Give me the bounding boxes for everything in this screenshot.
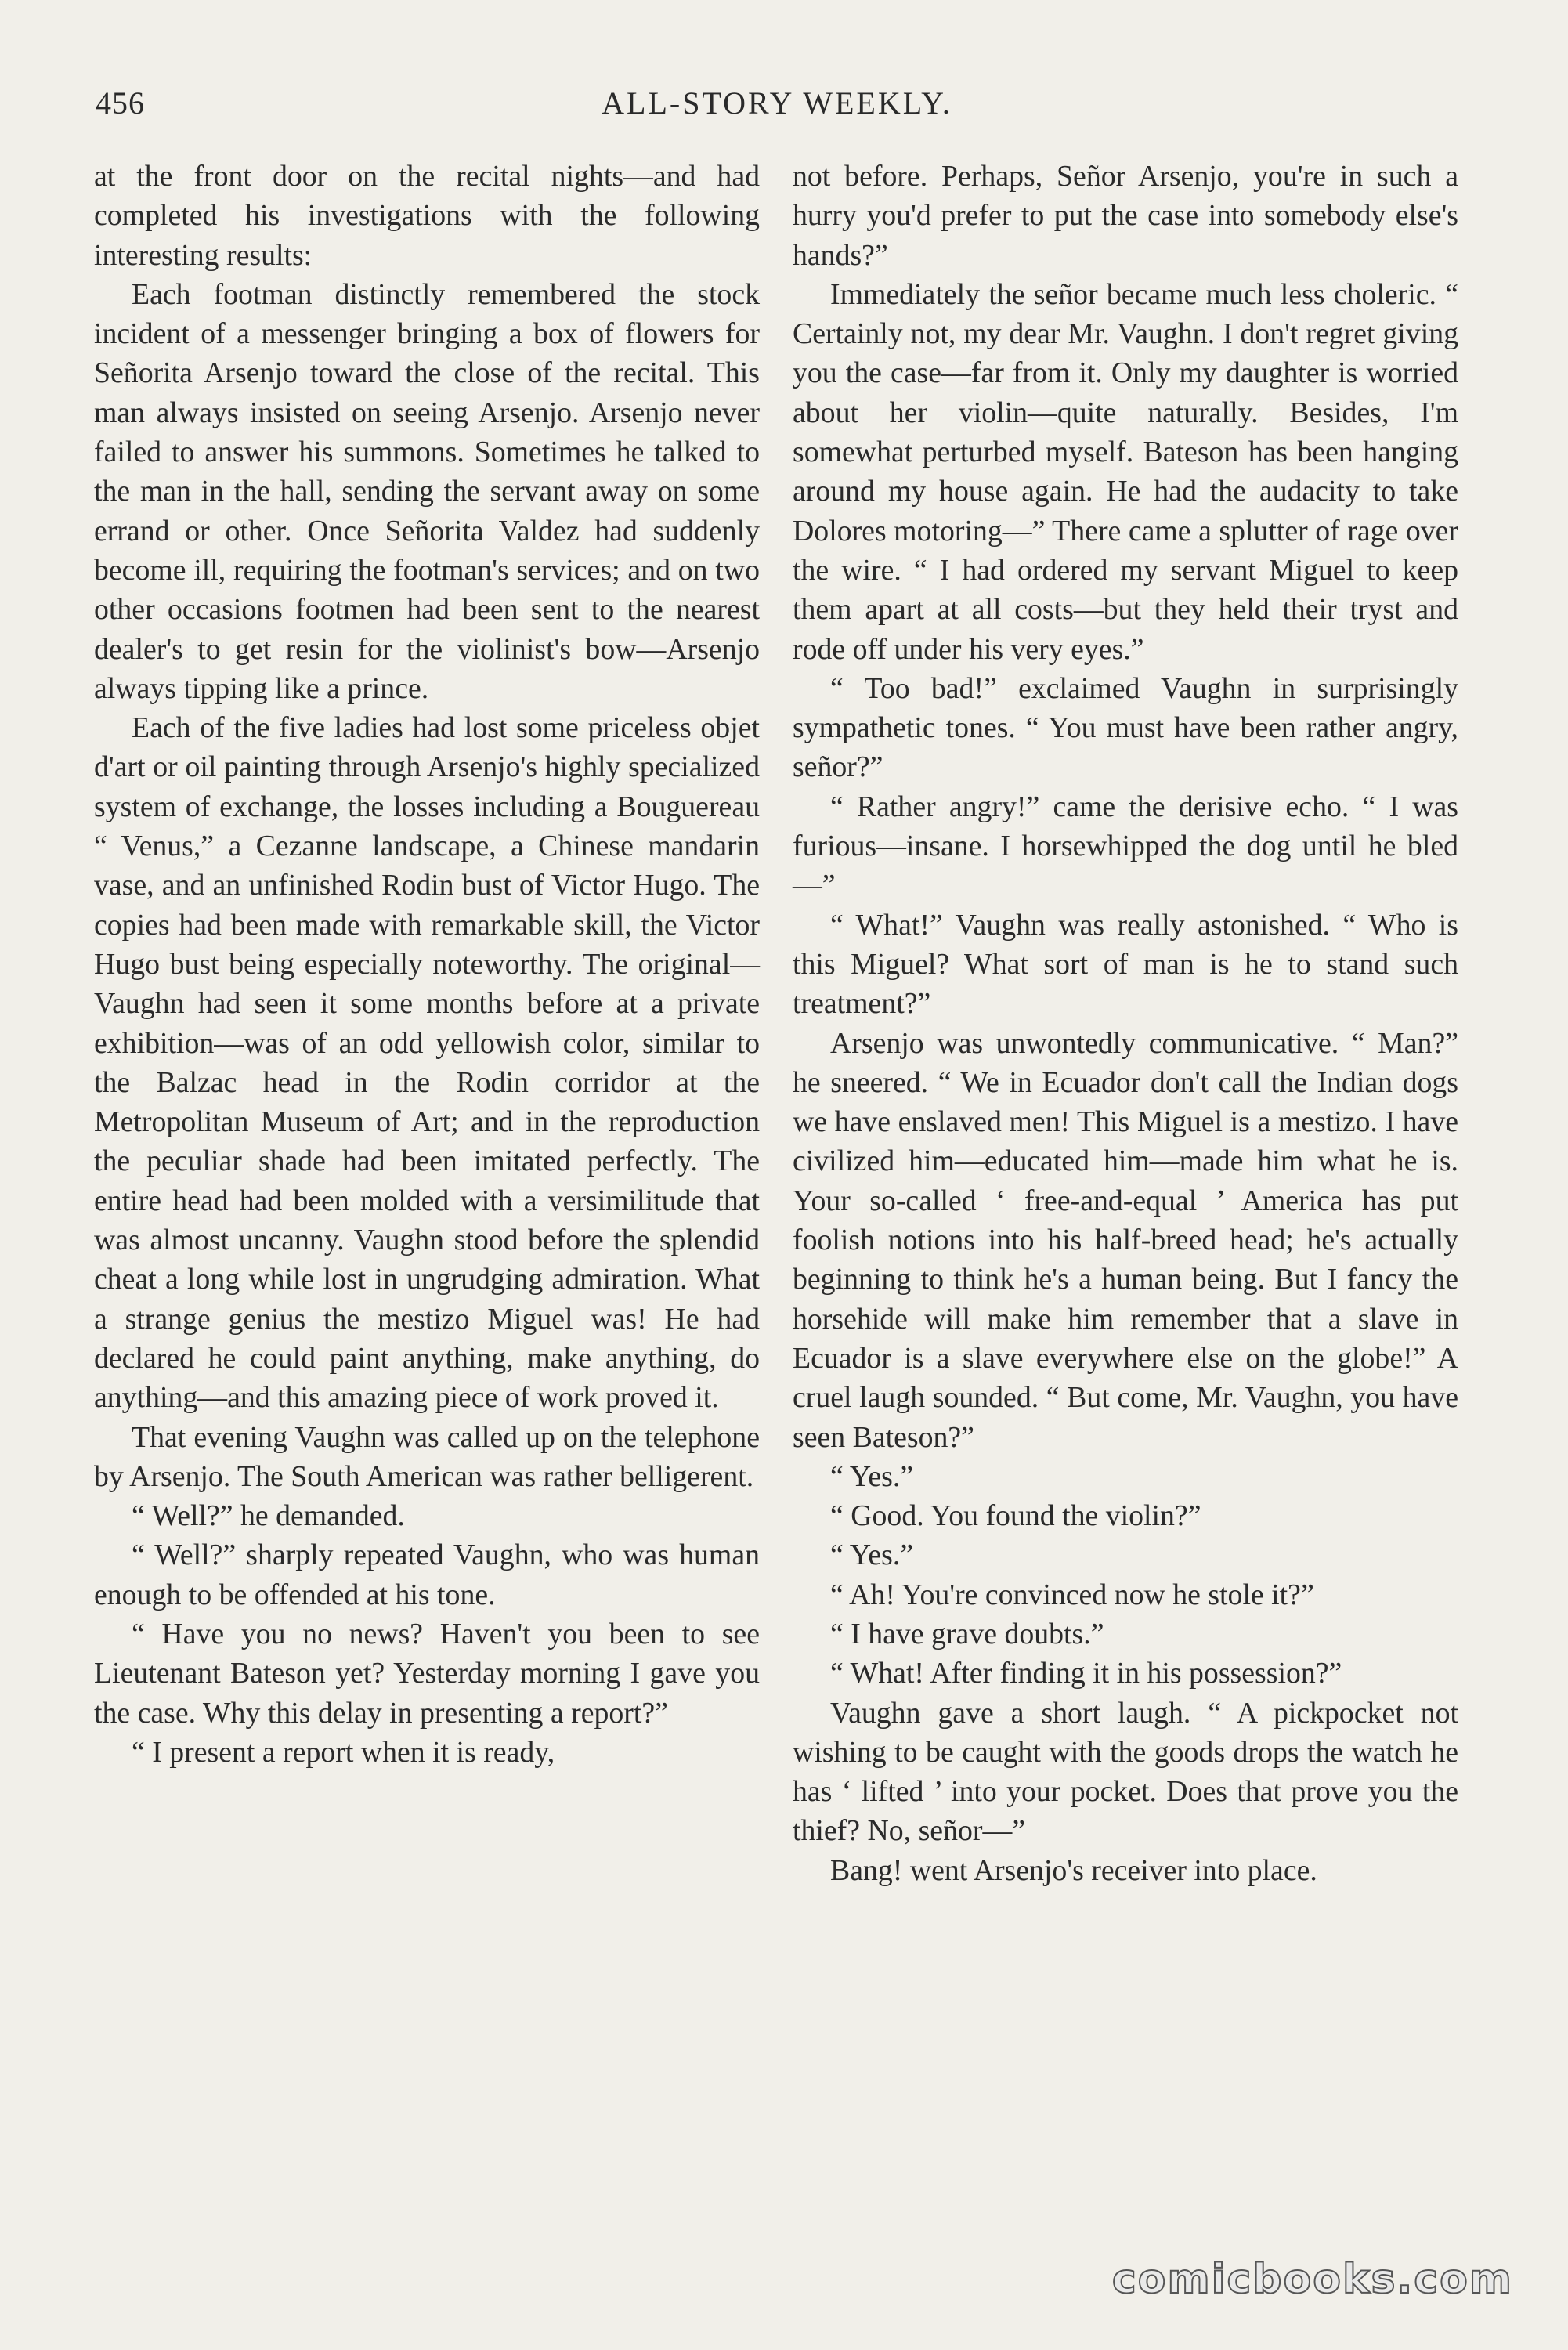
paragraph: “ What! After finding it in his possession?” (830, 1657, 1342, 1690)
paragraph: Each footman distinctly remembered the stock incident of a messenger bringing a box of flowers for Señorita Arsenjo toward the close of the recital. This man always insisted on seeing Arsenjo. Arsenjo never failed to answer his summons. Sometimes he talked to the man in the hall, sending the servant away on some errand or other. Once Señorita Valdez had suddenly become ill, requiring the footman's services; and on two other occasions footmen had been sent to the nearest dealer's to get resin for the violinist's bow—Arsenjo always tipping like a prince. (94, 277, 760, 705)
paragraph: “ Too bad!” exclaimed Vaughn in surprisingly sympathetic tones. “ You must have been rather angry, señor?” (793, 671, 1458, 784)
paragraph: Immediately the señor became much less choleric. “ Certainly not, my dear Mr. Vaughn. I don't regret giving you the case—far from it. Only my daughter is worried about her violin—quite naturally. Besides, I'm somewhat perturbed myself. Bateson has been hanging around my house again. He had the audacity to take Dolores motoring—” There came a splutter of rage over the wire. “ I had ordered my servant Miguel to keep them apart at all costs—but they held their tryst and rode off under his very eyes.” (793, 277, 1458, 666)
running-title: ALL-STORY WEEKLY. (602, 85, 952, 121)
paragraph: “ Ah! You're convinced now he stole it?” (830, 1578, 1314, 1611)
paragraph: “ What!” Vaughn was really astonished. “ Who is this Miguel? What sort of man is he to stand such treatment?” (793, 908, 1458, 1021)
paragraph: Arsenjo was unwontedly communicative. “ Man?” he sneered. “ We in Ecuador don't call the Indian dogs we have enslaved men! This Miguel is a mestizo. I have civilized him—educated him—made him what he is. Your so-called ‘ free-and-equal ’ America has put foolish notions into his half-breed head; he's actually beginning to think he's a human being. But I fancy the horsehide will make him remember that a slave in Ecuador is a slave everywhere else on the globe!” A cruel laugh sounded. “ But come, Mr. Vaughn, you have seen Bateson?” (793, 1026, 1458, 1454)
paragraph: Vaughn gave a short laugh. “ A pickpocket not wishing to be caught with the goods drops the watch he has ‘ lifted ’ into your pocket. Does that prove you the thief? No, señor—” (793, 1696, 1458, 1848)
paragraph: “ Good. You found the violin?” (830, 1499, 1201, 1533)
left-column (94, 157, 760, 2272)
paragraph: “ Well?” sharply repeated Vaughn, who was human enough to be offended at his tone. (94, 1538, 760, 1611)
paragraph: That evening Vaughn was called up on the telephone by Arsenjo. The South American was rather belligerent. (94, 1420, 760, 1493)
paragraph: “ Rather angry!” came the derisive echo. “ I was furious—insane. I horsewhipped the dog until he bled—” (793, 790, 1458, 902)
paragraph: not before. Perhaps, Señor Arsenjo, you're in such a hurry you'd prefer to put the case into somebody else's hands?” (793, 160, 1458, 272)
paragraph: “ Yes.” (830, 1538, 914, 1572)
right-column (793, 157, 1458, 2272)
watermark-logo: comicbooks.com (1111, 2256, 1513, 2303)
page-number: 456 (96, 85, 145, 121)
paragraph: “ I have grave doubts.” (830, 1617, 1104, 1650)
paragraph: Bang! went Arsenjo's receiver into place. (830, 1853, 1317, 1887)
paragraph: at the front door on the recital nights—and had completed his investigations with the following interesting results: (94, 160, 760, 272)
paragraph: “ Have you no news? Haven't you been to see Lieutenant Bateson yet? Yesterday morning I gave you the case. Why this delay in presenting a report?” (94, 1617, 760, 1730)
paragraph: “ Well?” he demanded. (132, 1499, 405, 1533)
paragraph: Each of the five ladies had lost some priceless objet d'art or oil painting through Arsenjo's highly specialized system of exchange, the losses including a Bouguereau “ Venus,” a Cezanne landscape, a Chinese mandarin vase, and an unfinished Rodin bust of Victor Hugo. The copies had been made with remarkable skill, the Victor Hugo bust being especially noteworthy. The original—Vaughn had seen it some months before at a private exhibition—was of an odd yellowish color, similar to the Balzac head in the Rodin corridor at the Metropolitan Museum of Art; and in the reproduction the peculiar shade had been imitated perfectly. The entire head had been molded with a versimilitude that was almost uncanny. Vaughn stood before the splendid cheat a long while lost in ungrudging admiration. What a strange genius the mestizo Miguel was! He had declared he could paint anything, make anything, do anything—and this amazing piece of work proved it. (94, 711, 760, 1415)
paragraph: “ Yes.” (830, 1459, 914, 1493)
page-header (96, 85, 1458, 132)
paragraph: “ I present a report when it is ready, (132, 1735, 555, 1769)
